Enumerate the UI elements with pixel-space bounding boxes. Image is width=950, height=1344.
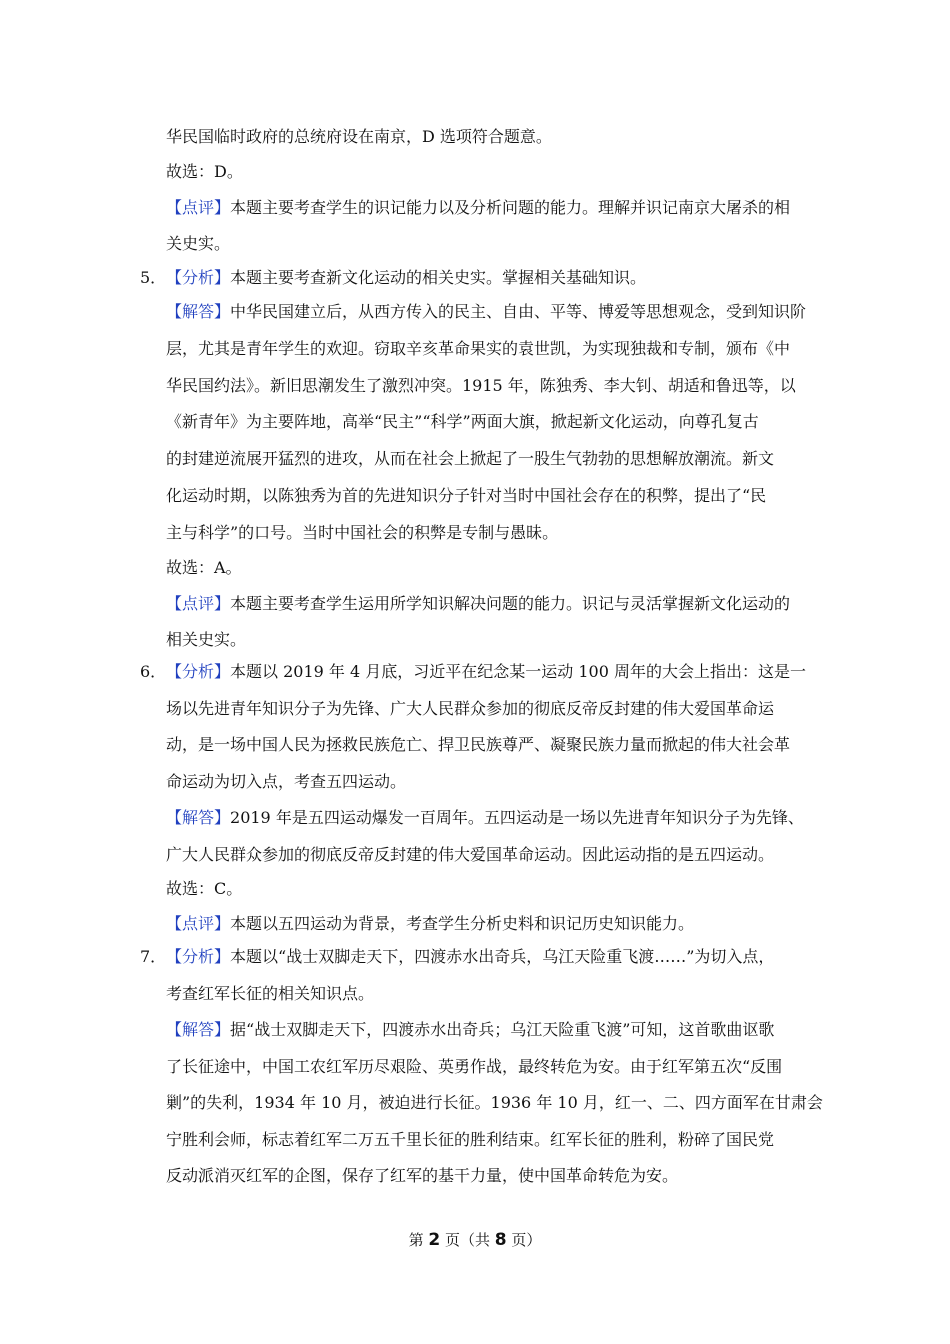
text-line	[166, 1164, 816, 1188]
line-text: 本题以“战士双脚走天下，四渡赤水出奇兵，乌江天险重飞渡……”为切入点，	[230, 947, 775, 966]
text-line	[166, 125, 816, 149]
line-text: 主与科学”的口号。当时中国社会的积弊是专制与愚昧。	[166, 523, 559, 542]
section-tag: 【解答】	[166, 302, 231, 321]
line-text: 故选：C。	[166, 879, 243, 898]
line-text: 中华民国建立后，从西方传入的民主、自由、平等、博爱等思想观念，受到知识阶	[230, 302, 807, 321]
text-line	[166, 196, 816, 220]
line-text: 化运动时期，以陈独秀为首的先进知识分子针对当时中国社会存在的积弊，提出了“民	[166, 486, 767, 505]
text-line	[166, 337, 816, 361]
line-text: 本题以五四运动为背景，考查学生分析史料和识记历史知识能力。	[230, 914, 695, 933]
line-text: 宁胜利会师，标志着红军二万五千里长征的胜利结束。红军长征的胜利，粉碎了国民党	[166, 1130, 775, 1149]
section-tag: 【解答】	[166, 808, 231, 827]
section-tag: 【分析】	[166, 947, 231, 966]
text-line	[166, 912, 816, 936]
line-text: 2019 年是五四运动爆发一百周年。五四运动是一场以先进青年知识分子为先锋、	[230, 808, 804, 827]
question-number: 5．	[140, 268, 167, 287]
text-line	[166, 1018, 816, 1042]
text-line	[166, 628, 816, 652]
text-line	[166, 1128, 816, 1152]
footer-prefix: 第	[408, 1231, 429, 1249]
text-line	[166, 806, 816, 830]
text-line	[166, 770, 816, 794]
line-text: 的封建逆流展开猛烈的进攻，从而在社会上掀起了一股生气勃勃的思想解放潮流。新文	[166, 449, 775, 468]
line-text: 据“战士双脚走天下，四渡赤水出奇兵；乌江天险重飞渡”可知，这首歌曲讴歌	[230, 1020, 775, 1039]
section-tag: 【点评】	[166, 198, 231, 217]
line-text: 本题主要考查学生的识记能力以及分析问题的能力。理解并识记南京大屠杀的相	[230, 198, 791, 217]
section-tag: 【分析】	[166, 268, 231, 287]
text-line	[166, 484, 816, 508]
text-line	[166, 592, 816, 616]
line-text: 华民国临时政府的总统府设在南京，D 选项符合题意。	[166, 127, 552, 146]
question-number: 6．	[140, 662, 167, 681]
line-text: 《新青年》为主要阵地，高举“民主”“科学”两面大旗，掀起新文化运动，向尊孔复古	[166, 412, 759, 431]
text-line	[166, 982, 816, 1006]
text-line	[166, 521, 816, 545]
section-tag: 【点评】	[166, 594, 231, 613]
section-tag: 【点评】	[166, 914, 231, 933]
line-text: 命运动为切入点，考查五四运动。	[166, 772, 407, 791]
text-line	[140, 945, 820, 969]
line-text: 本题主要考查新文化运动的相关史实。掌握相关基础知识。	[230, 268, 647, 287]
line-text: 考查红军长征的相关知识点。	[166, 984, 375, 1003]
text-line	[140, 660, 820, 684]
text-line	[166, 410, 816, 434]
text-line	[166, 733, 816, 757]
line-text: 广大人民群众参加的彻底反帝反封建的伟大爱国革命运动。因此运动指的是五四运动。	[166, 845, 775, 864]
text-line	[166, 1055, 816, 1079]
page-footer	[0, 1228, 950, 1252]
text-line	[166, 447, 816, 471]
footer-suffix: 页）	[506, 1231, 542, 1249]
line-text: 动，是一场中国人民为拯救民族危亡、捍卫民族尊严、凝聚民族力量而掀起的伟大社会革	[166, 735, 791, 754]
text-line	[166, 556, 816, 580]
line-text: 相关史实。	[166, 630, 247, 649]
line-text: 了长征途中，中国工农红军历尽艰险、英勇作战，最终转危为安。由于红军第五次“反围	[166, 1057, 783, 1076]
text-line	[166, 300, 816, 324]
question-number: 7．	[140, 947, 167, 966]
text-line	[140, 266, 820, 290]
text-line	[166, 843, 816, 867]
line-text: 反动派消灭红军的企图，保存了红军的基干力量，使中国革命转危为安。	[166, 1166, 679, 1185]
line-text: 本题主要考查学生运用所学知识解决问题的能力。识记与灵活掌握新文化运动的	[230, 594, 791, 613]
line-text: 剿”的失利，1934 年 10 月，被迫进行长征。1936 年 10 月，红一、二、四方面军在甘肃会	[166, 1093, 823, 1112]
footer-middle: 页（共	[440, 1231, 495, 1249]
text-line	[166, 232, 816, 256]
footer-total-pages: 8	[494, 1230, 507, 1250]
text-line	[166, 374, 816, 398]
text-line	[166, 877, 816, 901]
line-text: 关史实。	[166, 234, 231, 253]
text-line	[166, 1091, 823, 1115]
footer-page-number: 2	[428, 1230, 441, 1250]
section-tag: 【解答】	[166, 1020, 231, 1039]
text-line	[166, 160, 816, 184]
line-text: 场以先进青年知识分子为先锋、广大人民群众参加的彻底反帝反封建的伟大爱国革命运	[166, 699, 775, 718]
section-tag: 【分析】	[166, 662, 231, 681]
line-text: 层，尤其是青年学生的欢迎。窃取辛亥革命果实的袁世凯，为实现独裁和专制，颁布《中	[166, 339, 791, 358]
line-text: 故选：A。	[166, 558, 242, 577]
text-line	[166, 697, 816, 721]
line-text: 故选：D。	[166, 162, 243, 181]
line-text: 华民国约法》。新旧思潮发生了激烈冲突。1915 年，陈独秀、李大钊、胡适和鲁迅等，以	[166, 376, 796, 395]
line-text: 本题以 2019 年 4 月底，习近平在纪念某一运动 100 周年的大会上指出：这是一	[230, 662, 806, 681]
